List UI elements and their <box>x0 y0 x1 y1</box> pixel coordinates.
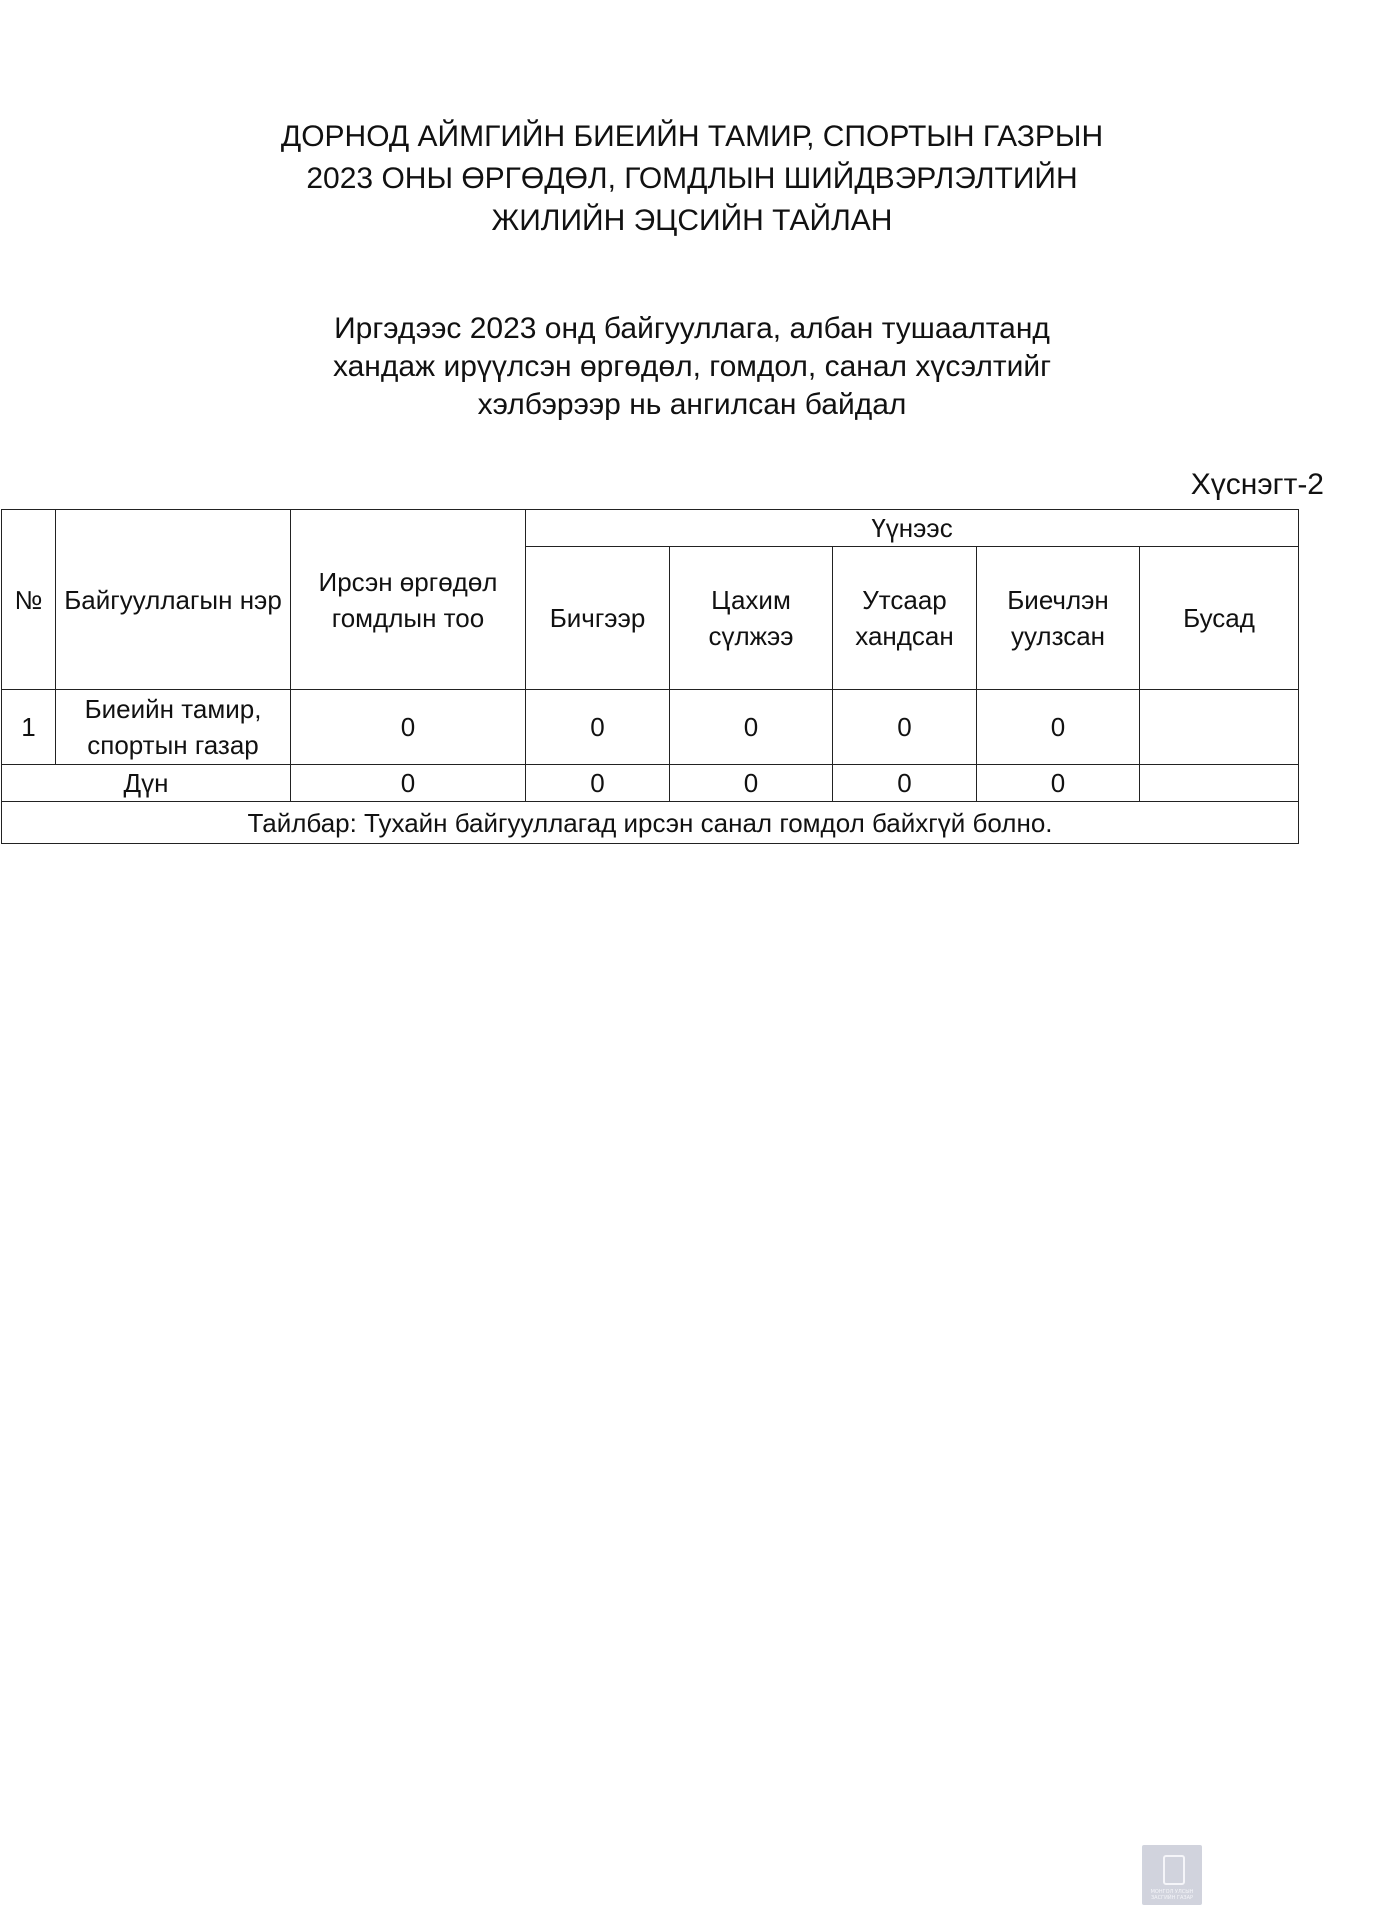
header-org-name: Байгууллагын нэр <box>56 510 291 690</box>
cell-phone: 0 <box>833 690 977 765</box>
soyombo-icon <box>1163 1855 1185 1885</box>
cell-online: 0 <box>670 690 833 765</box>
total-other <box>1140 765 1299 802</box>
total-received: 0 <box>291 765 526 802</box>
total-in-person: 0 <box>977 765 1140 802</box>
report-subtitle <box>0 310 1384 424</box>
state-seal-logo <box>1142 1845 1202 1905</box>
header-group-of-which: Үүнээс <box>526 510 1299 547</box>
table-note-row <box>2 802 1299 844</box>
seal-caption: МОНГОЛ УЛСЫН ЗАСГИЙН ГАЗАР <box>1150 1889 1194 1901</box>
cell-other <box>1140 690 1299 765</box>
header-written: Бичгээр <box>526 547 670 690</box>
cell-written: 0 <box>526 690 670 765</box>
header-online: Цахим сүлжээ <box>670 547 833 690</box>
total-online: 0 <box>670 765 833 802</box>
total-phone: 0 <box>833 765 977 802</box>
header-received: Ирсэн өргөдөл гомдлын тоо <box>291 510 526 690</box>
header-other: Бусад <box>1140 547 1299 690</box>
cell-number: 1 <box>2 690 56 765</box>
total-written: 0 <box>526 765 670 802</box>
cell-in-person: 0 <box>977 690 1140 765</box>
report-subtitle-line-3: хэлбэрээр нь ангилсан байдал <box>477 388 907 421</box>
report-subtitle-line-2: хандаж ирүүлсэн өргөдөл, гомдол, санал хүсэлтийг <box>332 350 1052 383</box>
table-header-row <box>2 510 1299 547</box>
table-total-row <box>2 765 1299 802</box>
report-subtitle-line-1: Иргэдээс 2023 онд байгууллага, албан тушаалтанд <box>334 312 1050 345</box>
table-row <box>2 690 1299 765</box>
cell-org-name: Биеийн тамир, спортын газар <box>56 690 291 765</box>
header-phone: Утсаар хандсан <box>833 547 977 690</box>
report-title-line-3: ЖИЛИЙН ЭЦСИЙН ТАЙЛАН <box>491 204 893 237</box>
table-note: Тайлбар: Тухайн байгууллагад ирсэн санал гомдол байхгүй болно. <box>2 802 1299 844</box>
report-title <box>0 116 1384 242</box>
report-title-line-2: 2023 ОНЫ ӨРГӨДӨЛ, ГОМДЛЫН ШИЙДВЭРЛЭЛТИЙН <box>306 162 1078 195</box>
header-number: № <box>2 510 56 690</box>
report-title-line-1: ДОРНОД АЙМГИЙН БИЕИЙН ТАМИР, СПОРТЫН ГАЗРЫН <box>280 120 1104 153</box>
header-in-person: Биечлэн уулзсан <box>977 547 1140 690</box>
total-label: Дүн <box>2 765 291 802</box>
cell-received: 0 <box>291 690 526 765</box>
complaints-table <box>1 509 1299 844</box>
appendix-label: Хүснэгт-2 <box>1190 468 1324 501</box>
